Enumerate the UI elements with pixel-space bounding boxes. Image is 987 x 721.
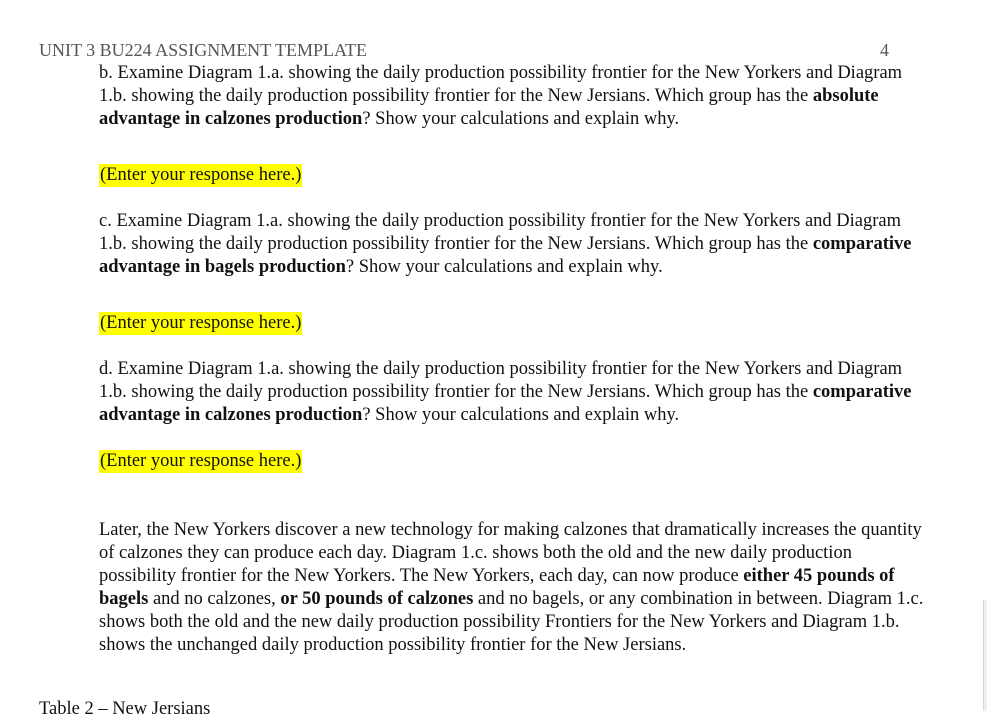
- question-d-tail: ? Show your calculations and explain why.: [362, 405, 680, 425]
- paragraph-part-2: and no calzones,: [148, 589, 281, 609]
- window-edge: [983, 600, 987, 711]
- paragraph-part-3: and no bagels, or any combination in between. Diagram 1.c. shows both the old and the new daily production possibility Frontiers for the New Yorkers and Diagram 1.b. shows the unchanged daily production possibility frontier for the New Jersians.: [99, 589, 924, 655]
- technology-paragraph: [99, 519, 925, 657]
- document-title: UNIT 3 BU224 ASSIGNMENT TEMPLATE: [39, 40, 368, 60]
- response-field-b[interactable]: (Enter your response here.): [100, 165, 302, 185]
- paragraph-part-1: Later, the New Yorkers discover a new technology for making calzones that dramatically increases the quantity of calzones they can produce each day. Diagram 1.c. shows both the old and the new daily production possibility frontier for the New Yorkers. The New Yorkers, each day, can now produce: [99, 520, 922, 586]
- question-c-emphasis: comparative advantage in bagels production: [99, 234, 912, 277]
- paragraph-bold-2: or 50 pounds of calzones: [280, 589, 474, 609]
- question-c-tail: ? Show your calculations and explain why.: [345, 257, 663, 277]
- question-d: [99, 358, 925, 427]
- question-b-emphasis: absolute advantage in calzones production: [99, 86, 879, 129]
- question-b-text: b. Examine Diagram 1.a. showing the daily production possibility frontier for the New Yorkers and Diagram 1.b. showing the daily production possibility frontier for the New Jersians. Which group has the: [99, 63, 903, 106]
- question-b: [99, 62, 925, 131]
- question-c: [99, 210, 925, 279]
- response-field-d[interactable]: (Enter your response here.): [100, 451, 302, 471]
- paragraph-bold-1: either 45 pounds of bagels: [99, 566, 895, 609]
- page-number: 4: [880, 40, 889, 60]
- table-caption: Table 2 – New Jersians: [39, 699, 211, 719]
- question-c-text: c. Examine Diagram 1.a. showing the daily production possibility frontier for the New Yorkers and Diagram 1.b. showing the daily production possibility frontier for the New Jersians. Which group has the: [99, 211, 902, 254]
- response-field-c[interactable]: (Enter your response here.): [100, 313, 302, 333]
- question-b-tail: ? Show your calculations and explain why.: [362, 109, 680, 129]
- question-d-emphasis: comparative advantage in calzones production: [99, 382, 912, 425]
- question-d-text: d. Examine Diagram 1.a. showing the daily production possibility frontier for the New Yorkers and Diagram 1.b. showing the daily production possibility frontier for the New Jersians. Which group has the: [99, 359, 903, 402]
